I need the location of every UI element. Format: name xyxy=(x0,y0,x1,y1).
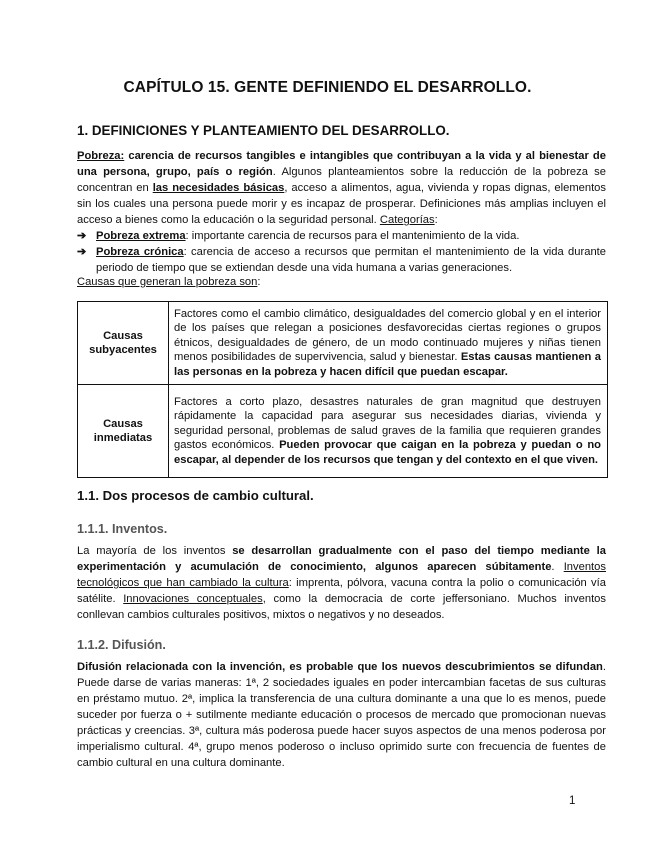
table-cell-label: Causas subyacentes xyxy=(78,302,169,385)
bullet-term: Pobreza crónica xyxy=(96,246,184,258)
inventos-text-1: La mayoría de los inventos xyxy=(77,545,233,557)
innovaciones-conceptuales: Innovaciones conceptuales xyxy=(123,593,263,605)
categorias-label: Categorías xyxy=(379,214,435,226)
pobreza-term: Pobreza: xyxy=(77,150,125,162)
inventos-text-2: . xyxy=(551,561,564,573)
pobreza-text-2: , acceso a alimentos, agua, vivienda y ropas dignas, elementos sin los cuales una persona puede morir y es incapaz de prosperar. Definiciones más amplias incluyen el acceso a bienes como la educación o la seguridad personal. xyxy=(77,182,607,226)
inventos-text-3: : imprenta, pólvora, vacuna contra la polio o comunicación vía satélite. xyxy=(77,577,606,605)
bullet-pobreza-cronica xyxy=(77,244,606,276)
arrow-icon: ➔ xyxy=(77,246,87,258)
causas-colon: : xyxy=(257,276,261,288)
section-heading-1-1-1: 1.1.1. Inventos. xyxy=(77,522,168,536)
table-cell-description xyxy=(169,385,608,478)
difusion-text: . Puede darse de varias maneras: 1ª, 2 sociedades iguales en poder intercambian facetas de sus culturas en préstamo mutuo. 2ª, implica la transferencia de una cultura dominante a una que lo es menos, puede suceder por fuerza o + sutilmente mediante educación o procesos de mercado que promocionan nuevas prácticas y creencias. 3ª, cultura más poderosa puede hacer suyos aspectos de una menos poderosa por imperialismo cultural. 4ª, grupo menos poderoso o incluso oprimido surte con frecuencia de fuentes de cambio cultural en una cultura dominante. xyxy=(77,661,606,769)
inventos-bold-text: se desarrollan gradualmente con el paso del tiempo mediante la experimentación y acumulación de conocimiento, algunos aparecen súbitamente xyxy=(77,545,607,573)
causes-table xyxy=(77,301,608,478)
arrow-icon: ➔ xyxy=(77,230,87,242)
inventos-text-4: , como la democracia de corte jeffersoniano. Muchos inventos conllevan cambios culturales positivos, mixtos o negativos y no deseados. xyxy=(77,593,606,621)
bullet-pobreza-extrema xyxy=(77,228,606,244)
bullet-text: : importante carencia de recursos para el mantenimiento de la vida. xyxy=(185,230,520,242)
inventos-tecnologicos: Inventos tecnológicos que han cambiado la cultura xyxy=(77,561,606,589)
inventos-paragraph xyxy=(77,543,606,623)
categorias-colon: : xyxy=(434,214,438,226)
difusion-bold-text: Difusión relacionada con la invención, es probable que los nuevos descubrimientos se difundan xyxy=(77,661,603,673)
causas-intro-text: Causas que generan la pobreza son xyxy=(77,276,258,288)
section-heading-1-1-2: 1.1.2. Difusión. xyxy=(77,638,166,652)
bullet-text: : carencia de acceso a recursos que permitan el mantenimiento de la vida durante periodo de tiempo que se extiendan desde una vida humana a varias generaciones. xyxy=(96,246,606,274)
pobreza-definition xyxy=(77,148,606,228)
page-number: 1 xyxy=(569,795,576,807)
chapter-title: CAPÍTULO 15. GENTE DEFINIENDO EL DESARROLLO. xyxy=(123,79,532,96)
pobreza-bold-text: carencia de recursos tangibles e intangibles que contribuyan a la vida y al bienestar de una persona, grupo, país o región xyxy=(77,150,606,178)
difusion-paragraph xyxy=(77,659,606,771)
section-heading-1: 1. DEFINICIONES Y PLANTEAMIENTO DEL DESARROLLO. xyxy=(77,123,450,138)
cause-text: Factores como el cambio climático, desigualdades del comercio global y en el interior de los países que relegan a posiciones desfavorecidas ciertas regiones o grupos étnicos, desigualdades de género, de un modo continuado mujeres y niñas tienen menos posibilidades de supervivencia, salud y bienestar. xyxy=(174,308,601,364)
causas-intro xyxy=(77,274,606,290)
bullet-term: Pobreza extrema xyxy=(96,230,186,242)
table-row xyxy=(78,302,608,385)
section-heading-1-1: 1.1. Dos procesos de cambio cultural. xyxy=(77,488,314,503)
cause-bold-text: Pueden provocar que caigan en la pobreza y puedan o no escapar, al depender de los recursos que tengan y del contexto en el que viven. xyxy=(174,439,601,466)
table-cell-description xyxy=(169,302,608,385)
table-cell-label: Causas inmediatas xyxy=(78,385,169,478)
cause-text: Factores a corto plazo, desastres naturales de gran magnitud que destruyen rápidamente la capacidad para asegurar sus necesidades diarias, vivienda y seguridad personal, problemas de salud graves de la familia que requieren grandes gastos económicos. xyxy=(174,396,601,452)
table-row xyxy=(78,385,608,478)
cause-bold-text: Estas causas mantienen a las personas en la pobreza y hacen difícil que puedan escapar. xyxy=(174,351,601,378)
necesidades-basicas: las necesidades básicas xyxy=(152,182,285,194)
pobreza-text-1: . Algunos planteamientos sobre la reducción de la pobreza se concentran en xyxy=(77,166,606,194)
